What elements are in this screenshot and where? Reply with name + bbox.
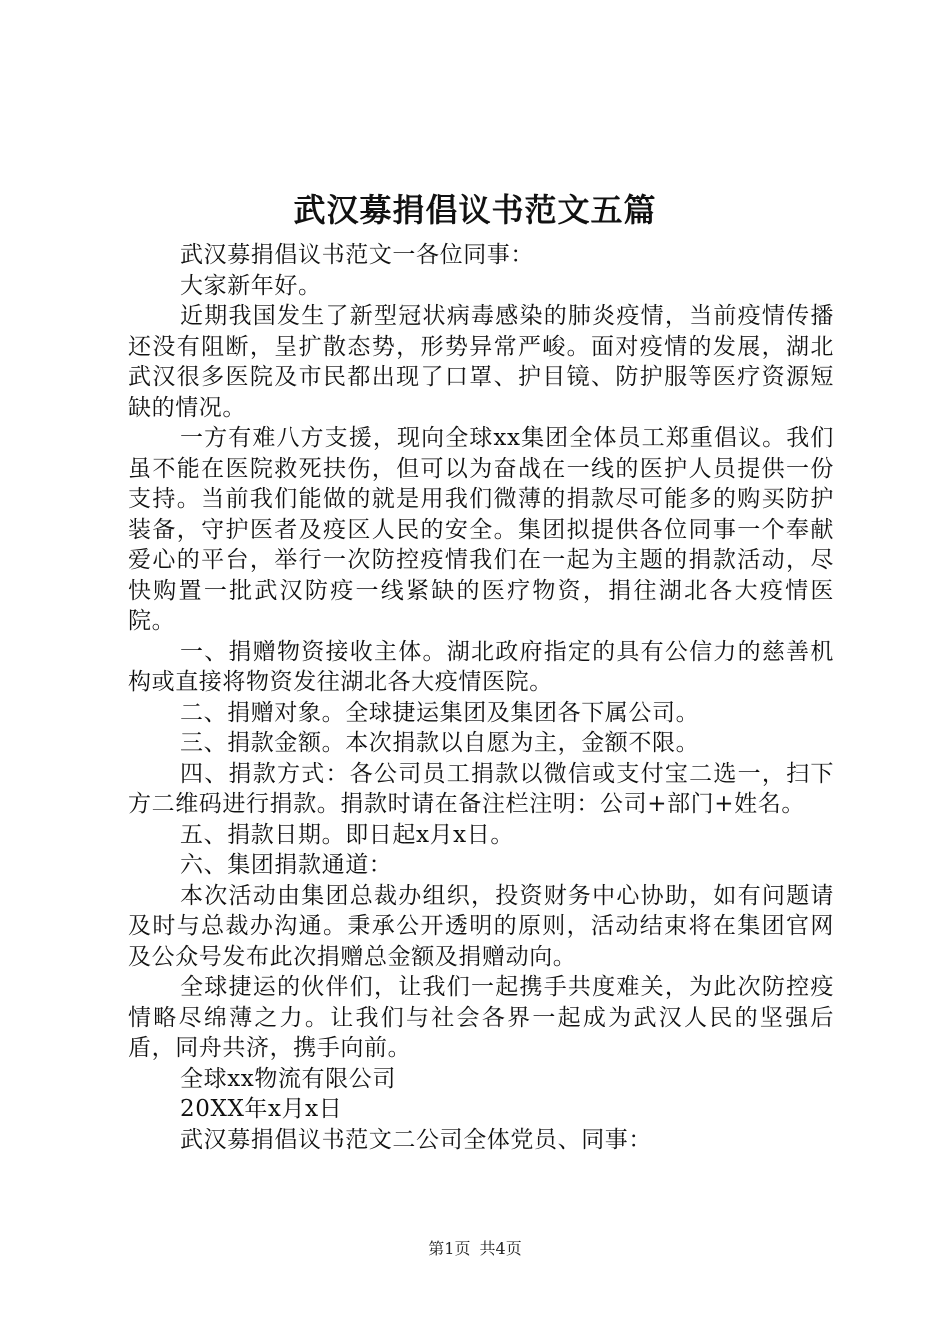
paragraph-item-3: 三、捐款金额。本次捐款以自愿为主，金额不限。 bbox=[180, 730, 700, 756]
paragraph-greeting-header: 武汉募捐倡议书范文一各位同事： bbox=[180, 242, 534, 268]
page-number-total: 共4页 bbox=[479, 1239, 522, 1258]
document-body bbox=[128, 240, 834, 1155]
page-title: 武汉募捐倡议书范文五篇 bbox=[293, 191, 657, 229]
paragraph-background: 近期我国发生了新型冠状病毒感染的肺炎疫情，当前疫情传播还没有阻断，呈扩散态势，形势异常严峻。面对疫情的发展，湖北武汉很多医院及市民都出现了口罩、护目镜、防护服等医疗资源短缺的情况。 bbox=[128, 303, 834, 421]
signature-company: 全球xx物流有限公司 bbox=[180, 1065, 396, 1092]
paragraph-initiative: 一方有难八方支援，现向全球xx集团全体员工郑重倡议。我们虽不能在医院救死扶伤，但可以为奋战在一线的医护人员提供一份支持。当前我们能做的就是用我们微薄的捐款尽可能多的购买防护装备，守护医者及疫区人民的安全。集团拟提供各位同事一个奉献爱心的平台，举行一次防控疫情我们在一起为主题的捐款活动，尽快购置一批武汉防疫一线紧缺的医疗物资，捐往湖北各大疫情医院。 bbox=[128, 425, 834, 634]
paragraph-item-5: 五、捐款日期。即日起x月x日。 bbox=[180, 821, 514, 848]
paragraph-item-2: 二、捐赠对象。全球捷运集团及集团各下属公司。 bbox=[180, 699, 700, 726]
paragraph-greeting: 大家新年好。 bbox=[180, 272, 322, 299]
paragraph-item-1: 一、捐赠物资接收主体。湖北政府指定的具有公信力的慈善机构或直接将物资发往湖北各大疫情医院。 bbox=[128, 638, 834, 695]
page-number-current: 第1页 bbox=[428, 1239, 471, 1258]
paragraph-organization: 本次活动由集团总裁办组织，投资财务中心协助，如有问题请及时与总裁办沟通。秉承公开透明的原则，活动结束将在集团官网及公众号发布此次捐赠总金额及捐赠动向。 bbox=[128, 882, 834, 970]
paragraph-closing: 全球捷运的伙伴们，让我们一起携手共度难关，为此次防控疫情略尽绵薄之力。让我们与社会各界一起成为武汉人民的坚强后盾，同舟共济，携手向前。 bbox=[128, 974, 834, 1061]
page-footer bbox=[0, 1238, 950, 1260]
paragraph-second-article-header: 武汉募捐倡议书范文二公司全体党员、同事： bbox=[180, 1126, 652, 1153]
signature-date: 20XX年x月x日 bbox=[180, 1096, 343, 1122]
paragraph-item-4: 四、捐款方式：各公司员工捐款以微信或支付宝二选一，扫下方二维码进行捐款。捐款时请在备注栏注明：公司+部门+姓名。 bbox=[128, 760, 834, 817]
paragraph-item-6: 六、集团捐款通道： bbox=[180, 852, 393, 878]
